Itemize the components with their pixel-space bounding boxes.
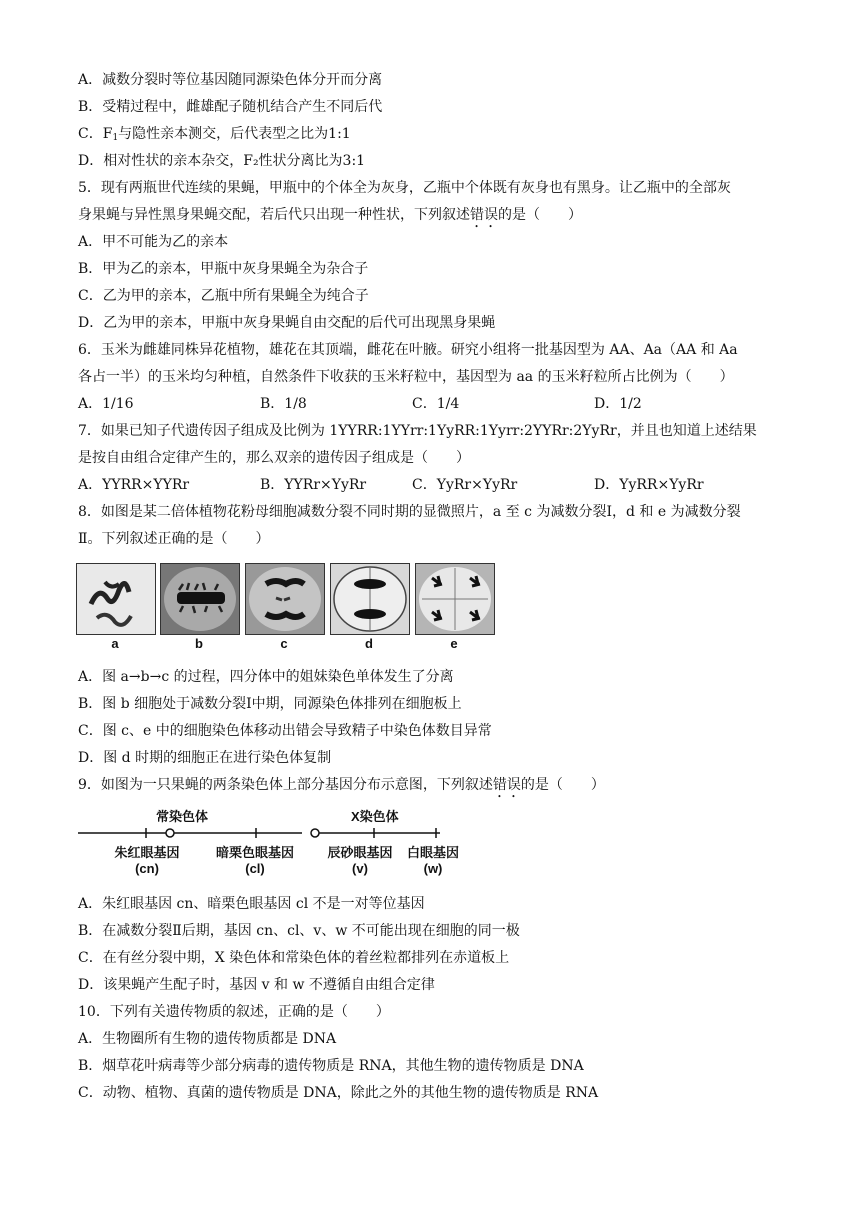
q8-option-c: C．图 c、e 中的细胞染色体移动出错会导致精子中染色体数目异常 [78,723,492,739]
q10-option-a: A．生物圈所有生物的遗传物质都是 DNA [78,1031,337,1047]
q8-stem-line2: Ⅱ。下列叙述正确的是（ ） [78,531,270,547]
meiosis-micrographs [76,563,496,655]
q8-option-a: A．图 a→b→c 的过程，四分体中的姐妹染色单体发生了分离 [78,669,454,685]
micrograph-e [415,563,495,635]
q9-option-b: B．在减数分裂Ⅱ后期，基因 cn、cl、v、w 不可能出现在细胞的同一极 [78,923,520,939]
q9-stem: 9．如图为一只果蝇的两条染色体上部分基因分布示意图，下列叙述错误的是（ ） [78,777,605,793]
micrograph-label-d: d [365,636,373,651]
q6-stem-line2: 各占一半）的玉米均匀种植，自然条件下收获的玉米籽粒中，基因型为 aa 的玉米籽粒所占比例为（ ） [78,369,734,385]
q4-option-b: B．受精过程中，雌雄配子随机结合产生不同后代 [78,99,383,115]
gene-v-label: 辰砂眼基因 (v) [327,845,393,876]
emphasis-mark: 错误 [492,777,521,793]
q5-option-c: C．乙为甲的亲本，乙瓶中所有果蝇全为纯合子 [78,288,369,304]
q6-option-d: D．1/2 [594,396,642,412]
q8-stem-line1: 8．如图是某二倍体植物花粉母细胞减数分裂不同时期的显微照片，a 至 c 为减数分裂Ⅰ，d 和 e 为减数分裂 [78,504,741,520]
q4-option-d: D．相对性状的亲本杂交，F₂性状分离比为3:1 [78,153,366,169]
q5-option-b: B．甲为乙的亲本，甲瓶中灰身果蝇全为杂合子 [78,261,369,277]
q7-stem-line1: 7．如果已知子代遗传因子组成及比例为 1YYRR:1YYrr:1YyRR:1Yyrr:2YYRr:2YyRr，并且也知道上述结果 [78,423,757,439]
q5-stem-line1: 5．现有两瓶世代连续的果蝇，甲瓶中的个体全为灰身，乙瓶中个体既有灰身也有黑身。让乙瓶中的全部灰 [78,180,731,196]
chromosome-gene-diagram [76,802,476,882]
micrograph-label-e: e [450,636,458,651]
q5-stem-line2: 身果蝇与异性黑身果蝇交配，若后代只出现一种性状，下列叙述错误的是（ ） [78,207,582,223]
q10-stem: 10．下列有关遗传物质的叙述，正确的是（ ） [78,1004,390,1020]
micrograph-a [76,563,156,635]
gene-cl-label: 暗栗色眼基因 (cl) [215,845,294,876]
micrograph-b [160,563,240,635]
q6-option-b: B．1/8 [260,396,307,412]
q7-stem-line2: 是按自由组合定律产生的，那么双亲的遗传因子组成是（ ） [78,450,470,466]
q8-option-b: B．图 b 细胞处于减数分裂Ⅰ中期，同源染色体排列在细胞板上 [78,696,462,712]
q9-option-a: A．朱红眼基因 cn、暗栗色眼基因 cl 不是一对等位基因 [78,896,425,912]
q5-option-a: A．甲不可能为乙的亲本 [78,234,229,250]
q6-stem-line1: 6．玉米为雌雄同株异花植物，雄花在其顶端，雌花在叶腋。研究小组将一批基因型为 AA、Aa（AA 和 Aa [78,342,738,358]
q6-option-a: A．1/16 [78,396,134,412]
emphasis-mark: 错误 [470,207,498,223]
x-chromosome-title: X染色体 [351,809,399,824]
micrograph-label-b: b [195,636,203,651]
q4-option-a: A．减数分裂时等位基因随同源染色体分开而分离 [78,72,383,88]
q7-option-c: C．YyRr×YyRr [412,477,518,493]
q9-option-c: C．在有丝分裂中期，X 染色体和常染色体的着丝粒都排列在赤道板上 [78,950,510,966]
gene-w-label: 白眼基因 (w) [406,845,459,876]
q7-option-b: B．YYRr×YyRr [260,477,367,493]
micrograph-c [245,563,325,635]
q7-option-d: D．YyRR×YyRr [594,477,704,493]
q10-option-c: C．动物、植物、真菌的遗传物质是 DNA，除此之外的其他生物的遗传物质是 RNA [78,1085,599,1101]
gene-cn-label: 朱红眼基因 (cn) [114,845,180,876]
micrograph-label-c: c [280,636,288,651]
micrograph-label-a: a [111,636,119,651]
micrograph-d [330,563,410,635]
q4-option-c: C．$F_1$与隐性亲本测交，后代表型之比为1:1 [78,126,351,143]
q5-option-d: D．乙为甲的亲本，甲瓶中灰身果蝇自由交配的后代可出现黑身果蝇 [78,315,496,331]
q7-option-a: A．YYRR×YYRr [78,477,190,493]
q6-option-c: C．1/4 [412,396,460,412]
q9-option-d: D．该果蝇产生配子时，基因 v 和 w 不遵循自由组合定律 [78,977,435,993]
autosome-title: 常染色体 [156,809,209,824]
q10-option-b: B．烟草花叶病毒等少部分病毒的遗传物质是 RNA，其他生物的遗传物质是 DNA [78,1058,584,1074]
q8-option-d: D．图 d 时期的细胞正在进行染色体复制 [78,750,332,766]
